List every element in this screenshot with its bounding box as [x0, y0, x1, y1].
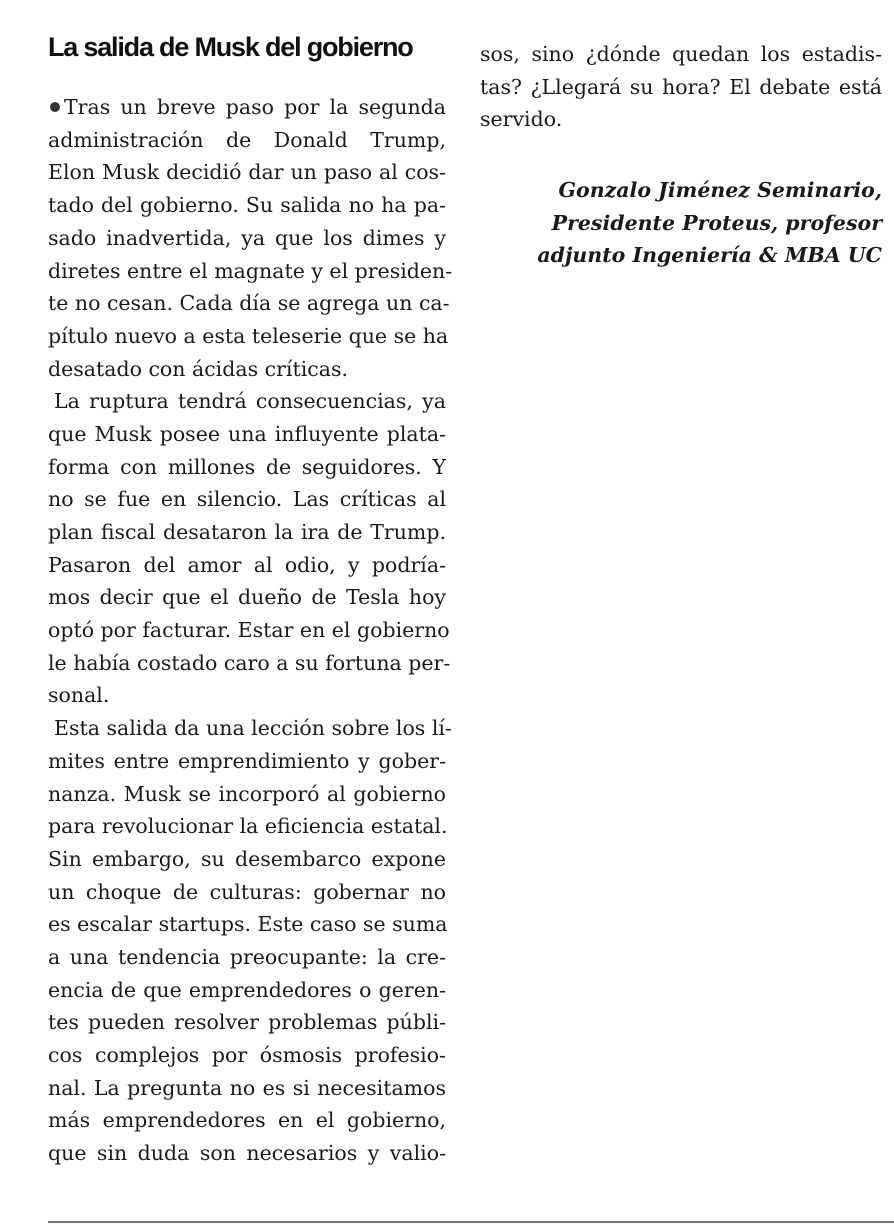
byline-line: adjunto Ingeniería & MBA UC	[537, 243, 882, 268]
paragraph-1	[48, 91, 453, 385]
author-byline	[480, 174, 882, 272]
text-line: sos, sino ¿dónde quedan los estadis-	[480, 42, 882, 66]
text-line: Sin embargo, su desembarco expone	[48, 846, 446, 871]
byline-line: Gonzalo Jiménez Seminario,	[558, 178, 882, 203]
text-line: un choque de culturas: gobernar no	[48, 879, 446, 904]
text-line: mites entre emprendimiento y gober-	[48, 748, 446, 773]
text-line: Elon Musk decidió dar un paso al cos-	[48, 160, 446, 185]
text-line: diretes entre el magnate y el presiden-	[48, 258, 453, 283]
text-line: que Musk posee una influyente plata-	[48, 421, 446, 446]
bottom-divider	[48, 1221, 894, 1223]
text-line: más emprendedores en el gobierno,	[48, 1108, 446, 1133]
text-line: nanza. Musk se incorporó al gobierno	[48, 781, 446, 806]
text-line: pítulo nuevo a esta teleserie que se ha	[48, 323, 449, 348]
text-line: no se fue en silencio. Las críticas al	[48, 487, 446, 512]
text-line: te no cesan. Cada día se agrega un ca-	[48, 291, 450, 316]
text-line: para revolucionar la eficiencia estatal.	[48, 814, 448, 839]
paragraph-3	[48, 712, 452, 1170]
text-line: tes pueden resolver problemas públi-	[48, 1010, 446, 1035]
paragraph-3-continuation	[480, 38, 882, 136]
text-line: Esta salida da una lección sobre los lí-	[54, 716, 452, 741]
text-line: es escalar startups. Este caso se suma	[48, 912, 448, 937]
text-line: Pasaron del amor al odio, y podría-	[48, 552, 446, 577]
text-line: servido.	[480, 107, 563, 132]
text-line: que sin duda son necesarios y valio-	[48, 1141, 446, 1166]
text-line: forma con millones de seguidores. Y	[48, 454, 446, 479]
text-line: mos decir que el dueño de Tesla hoy	[48, 585, 446, 610]
text-line: plan fiscal desataron la ira de Trump.	[48, 520, 446, 545]
text-line: tas? ¿Llegará su hora? El debate está	[480, 74, 882, 99]
text-line: nal. La pregunta no es si necesitamos	[48, 1075, 446, 1100]
article-left-column	[48, 30, 453, 1170]
text-line: Tras un breve paso por la segunda	[48, 91, 446, 124]
text-line: le había costado caro a su fortuna per-	[48, 650, 451, 675]
text-line: sonal.	[48, 683, 110, 708]
text-line: La ruptura tendrá consecuencias, ya	[54, 389, 446, 414]
text-line: optó por facturar. Estar en el gobierno	[48, 618, 450, 643]
text-line: sado inadvertida, ya que los dimes y	[48, 225, 446, 250]
text-line: a una tendencia preocupante: la cre-	[48, 944, 446, 969]
text-line: encia de que emprendedores o geren-	[48, 977, 446, 1002]
text-line: cos complejos por ósmosis profesio-	[48, 1043, 446, 1068]
article-right-column	[480, 38, 882, 272]
byline-line: Presidente Proteus, profesor	[551, 210, 882, 235]
bullet-icon	[50, 102, 60, 112]
text-line: tado del gobierno. Su salida no ha pa-	[48, 193, 446, 218]
text-line: desatado con ácidas críticas.	[48, 356, 348, 381]
paragraph-2	[48, 385, 451, 712]
article-headline: La salida de Musk del gobierno	[48, 32, 413, 62]
text-line: administración de Donald Trump,	[48, 127, 446, 152]
